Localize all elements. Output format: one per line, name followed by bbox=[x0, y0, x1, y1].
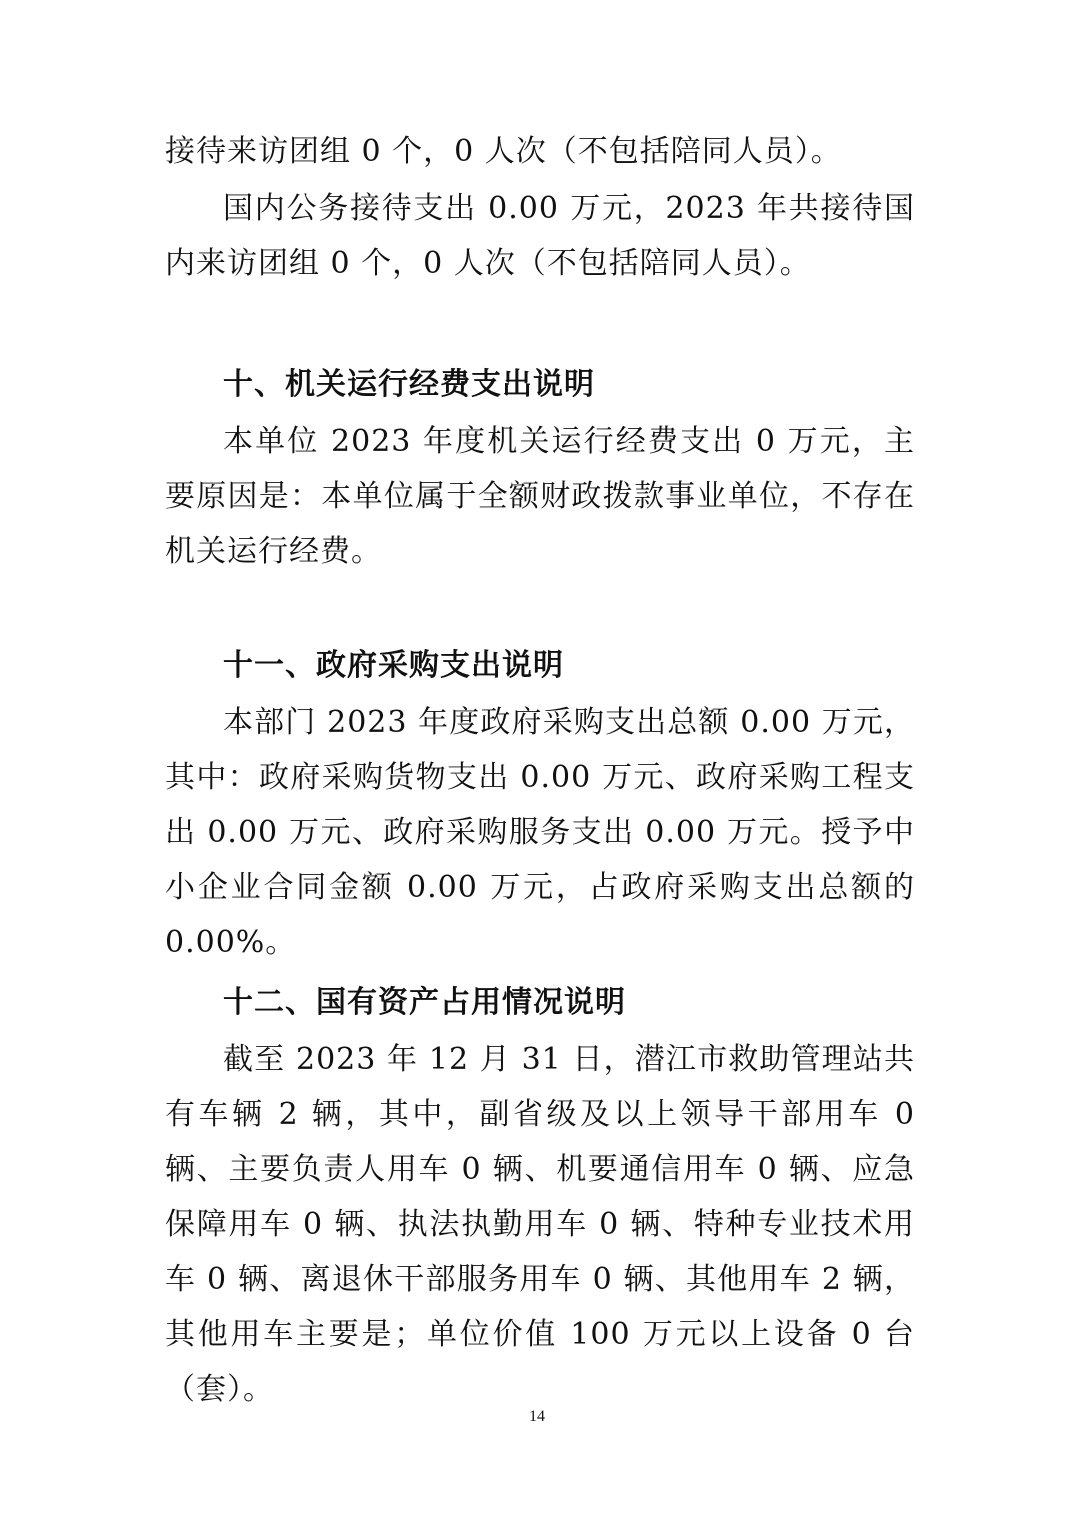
paragraph-operating-expenses: 本单位 2023 年度机关运行经费支出 0 万元，主要原因是：本单位属于全额财政拨款事业单位，不存在机关运行经费。 bbox=[165, 424, 915, 569]
heading-government-procurement: 十一、政府采购支出说明 bbox=[223, 648, 564, 683]
paragraph-government-procurement: 本部门 2023 年度政府采购支出总额 0.00 万元，其中：政府采购货物支出 0.00 万元、政府采购工程支出 0.00 万元、政府采购服务支出 0.00 万元。授予中小企业合同金额 0.00 万元，占政府采购支出总额的 0.00%。 bbox=[165, 705, 915, 960]
page-number: 14 bbox=[529, 1408, 545, 1425]
paragraph-state-assets: 截至 2023 年 12 月 31 日，潜江市救助管理站共有车辆 2 辆，其中，副省级及以上领导干部用车 0 辆、主要负责人用车 0 辆、机要通信用车 0 辆、应急保障用车 0 辆、执法执勤用车 0 辆、特种专业技术用车 0 辆、离退休干部服务用车 0 辆、其他用车 2 辆，其他用车主要是；单位价值 100 万元以上设备 0 台（套）。 bbox=[165, 1042, 915, 1407]
paragraph-domestic-reception: 国内公务接待支出 0.00 万元，2023 年共接待国内来访团组 0 个，0 人次（不包括陪同人员）。 bbox=[165, 191, 915, 281]
heading-operating-expenses: 十、机关运行经费支出说明 bbox=[223, 367, 595, 402]
heading-state-assets: 十二、国有资产占用情况说明 bbox=[223, 985, 626, 1020]
paragraph-reception-groups: 接待来访团组 0 个，0 人次（不包括陪同人员）。 bbox=[165, 134, 842, 169]
